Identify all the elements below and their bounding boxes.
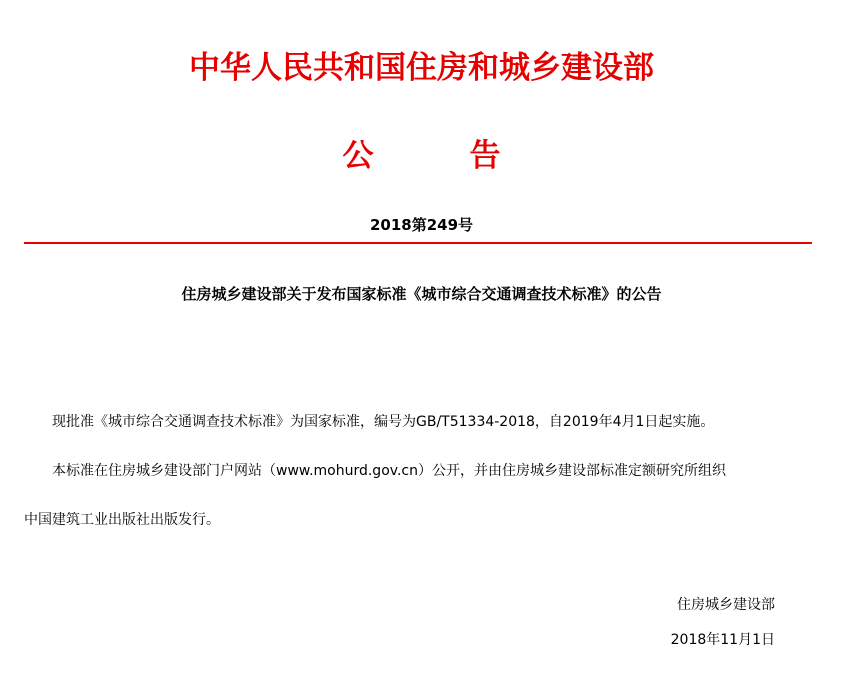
document-type-char-2: 告 [469, 138, 501, 174]
body-paragraph-1: 现批准《城市综合交通调查技术标准》为国家标准，编号为GB/T51334-2018，自2019年4月1日起实施。 [24, 414, 715, 430]
announcement-title: 住房城乡建设部关于发布国家标准《城市综合交通调查技术标准》的公告 [181, 285, 662, 303]
issuing-authority-header: 中华人民共和国住房和城乡建设部 [189, 50, 654, 86]
body-paragraph-2-line-1: 本标准在住房城乡建设部门户网站（www.mohurd.gov.cn）公开，并由住房城乡建设部标准定额研究所组织 [24, 463, 726, 479]
signing-authority: 住房城乡建设部 [677, 597, 775, 613]
document-number: 2018第249号 [369, 216, 474, 234]
document-type-heading [0, 136, 843, 176]
signing-date: 2018年11月1日 [670, 632, 775, 648]
document-type-char-1: 公 [342, 138, 374, 174]
body-paragraph-2-line-2: 中国建筑工业出版社出版发行。 [24, 512, 220, 528]
red-divider-line [24, 242, 812, 244]
